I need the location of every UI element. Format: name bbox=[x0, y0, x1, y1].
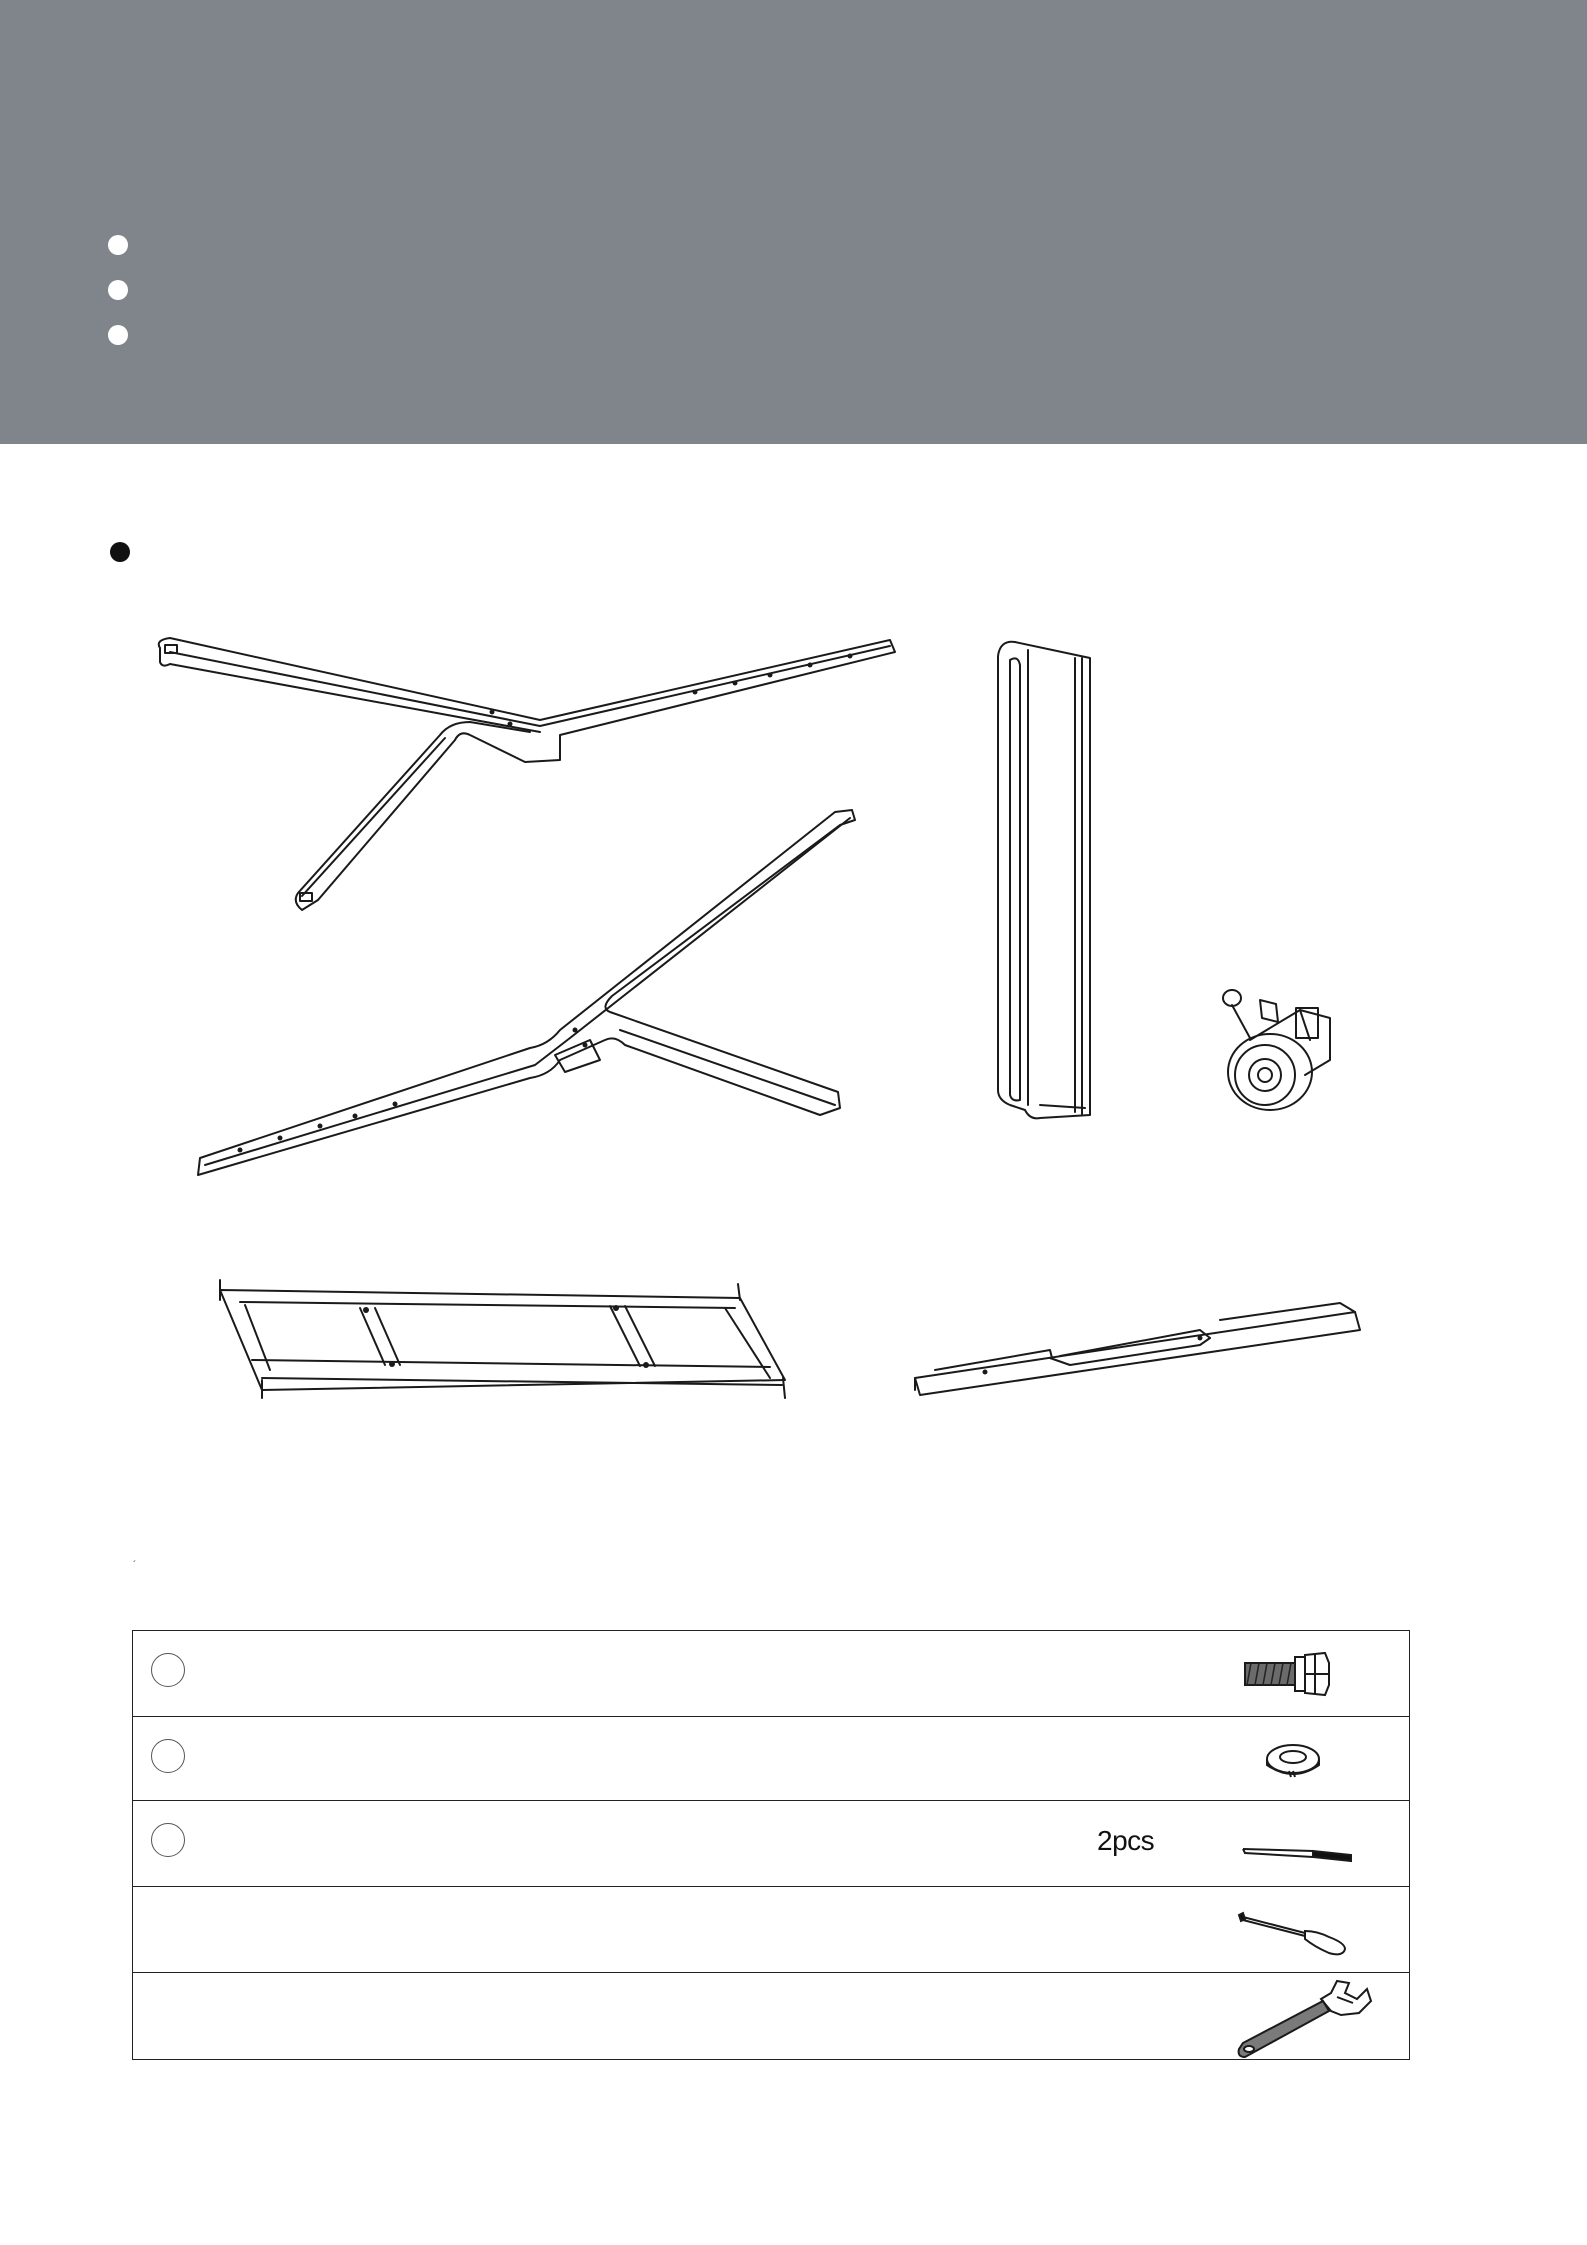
table-row bbox=[133, 1801, 1409, 1887]
item-quantity: 2pcs bbox=[1097, 1825, 1155, 1856]
item-number-circle bbox=[151, 1653, 185, 1687]
table-row bbox=[133, 1887, 1409, 1973]
allen-key-icon bbox=[1233, 1805, 1353, 1875]
table-row bbox=[133, 1973, 1409, 2059]
lower-leg-frame-icon bbox=[198, 810, 855, 1175]
header-bullet bbox=[108, 325, 128, 345]
wrench-icon bbox=[1233, 1977, 1373, 2063]
caster-wheel-icon bbox=[1223, 990, 1330, 1110]
support-bar-icon bbox=[915, 1303, 1360, 1395]
table-row bbox=[133, 1717, 1409, 1801]
header-bullet bbox=[108, 235, 128, 255]
crossbar-frame-icon bbox=[220, 1280, 785, 1398]
parts-illustration bbox=[0, 600, 1587, 1430]
hardware-table bbox=[132, 1630, 1410, 2060]
parts-section-bullet bbox=[110, 542, 130, 562]
item-number-circle bbox=[151, 1823, 185, 1857]
table-row bbox=[133, 1631, 1409, 1717]
header-band bbox=[0, 0, 1587, 444]
bolt-icon bbox=[1233, 1635, 1343, 1705]
item-number-circle bbox=[151, 1739, 185, 1773]
page-mark: ´ bbox=[133, 1560, 137, 1571]
upright-column-icon bbox=[998, 642, 1090, 1119]
header-bullet bbox=[108, 280, 128, 300]
screwdriver-icon bbox=[1233, 1891, 1353, 1961]
washer-icon bbox=[1233, 1721, 1343, 1791]
